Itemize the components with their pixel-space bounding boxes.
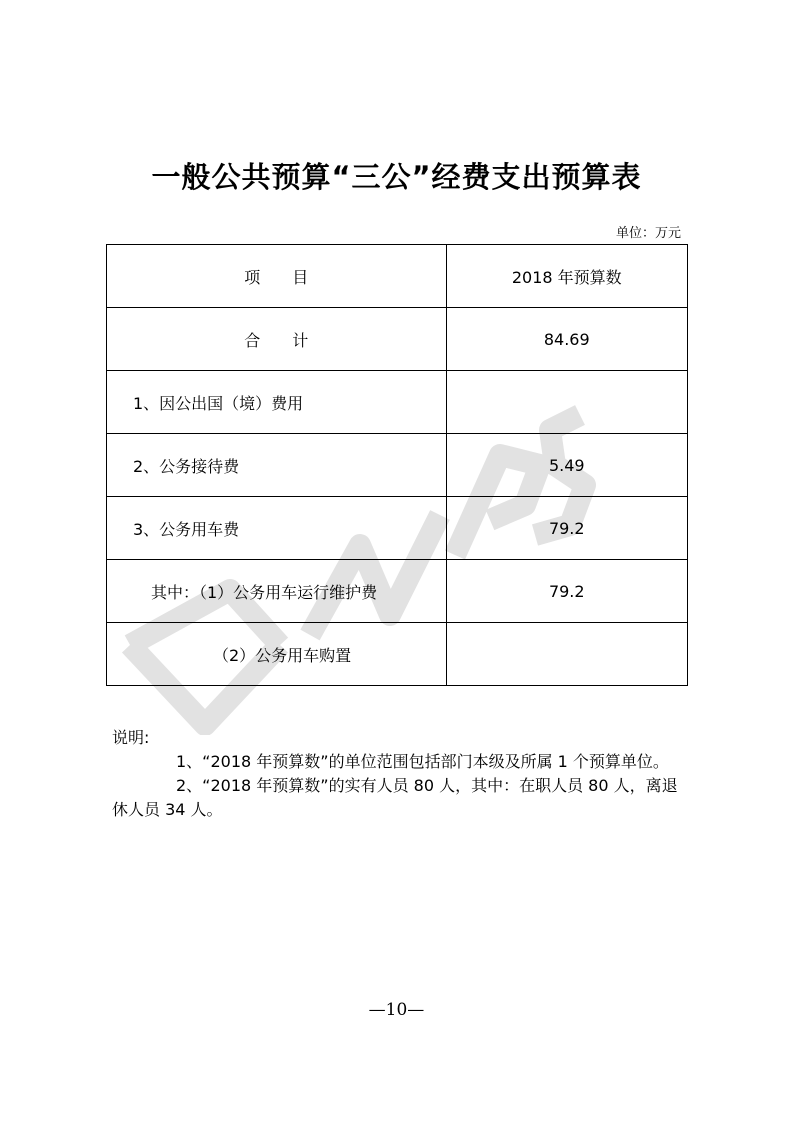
row-item: 其中：（1）公务用车运行维护费 [107,560,447,623]
row-value: 84.69 [446,308,688,371]
budget-table [106,244,688,686]
row-value: 79.2 [446,497,688,560]
row-value: 5.49 [446,434,688,497]
page-number: —10— [368,1000,425,1020]
header-item: 项 目 [107,245,447,308]
table-row [107,623,688,686]
notes-section [112,726,682,822]
table-row [107,560,688,623]
row-item: （2）公务用车购置 [107,623,447,686]
note-item: 2、“2018 年预算数”的实有人员 80 人，其中：在职人员 80 人，离退休人员 34 人。 [112,776,678,819]
note-item: 1、“2018 年预算数”的单位范围包括部门本级及所属 1 个预算单位。 [176,752,669,771]
table-header-row [107,245,688,308]
row-item: 2、公务接待费 [107,434,447,497]
row-value [446,371,688,434]
header-value: 2018 年预算数 [446,245,688,308]
row-item: 合 计 [107,308,447,371]
row-item: 1、因公出国（境）费用 [107,371,447,434]
table-row [107,434,688,497]
row-value [446,623,688,686]
table-row [107,308,688,371]
unit-label: 单位：万元 [615,226,681,241]
notes-heading: 说明: [112,728,150,747]
row-value: 79.2 [446,560,688,623]
table-row [107,497,688,560]
page-title: 一般公共预算“三公”经费支出预算表 [151,160,642,194]
row-item: 3、公务用车费 [107,497,447,560]
table-row [107,371,688,434]
